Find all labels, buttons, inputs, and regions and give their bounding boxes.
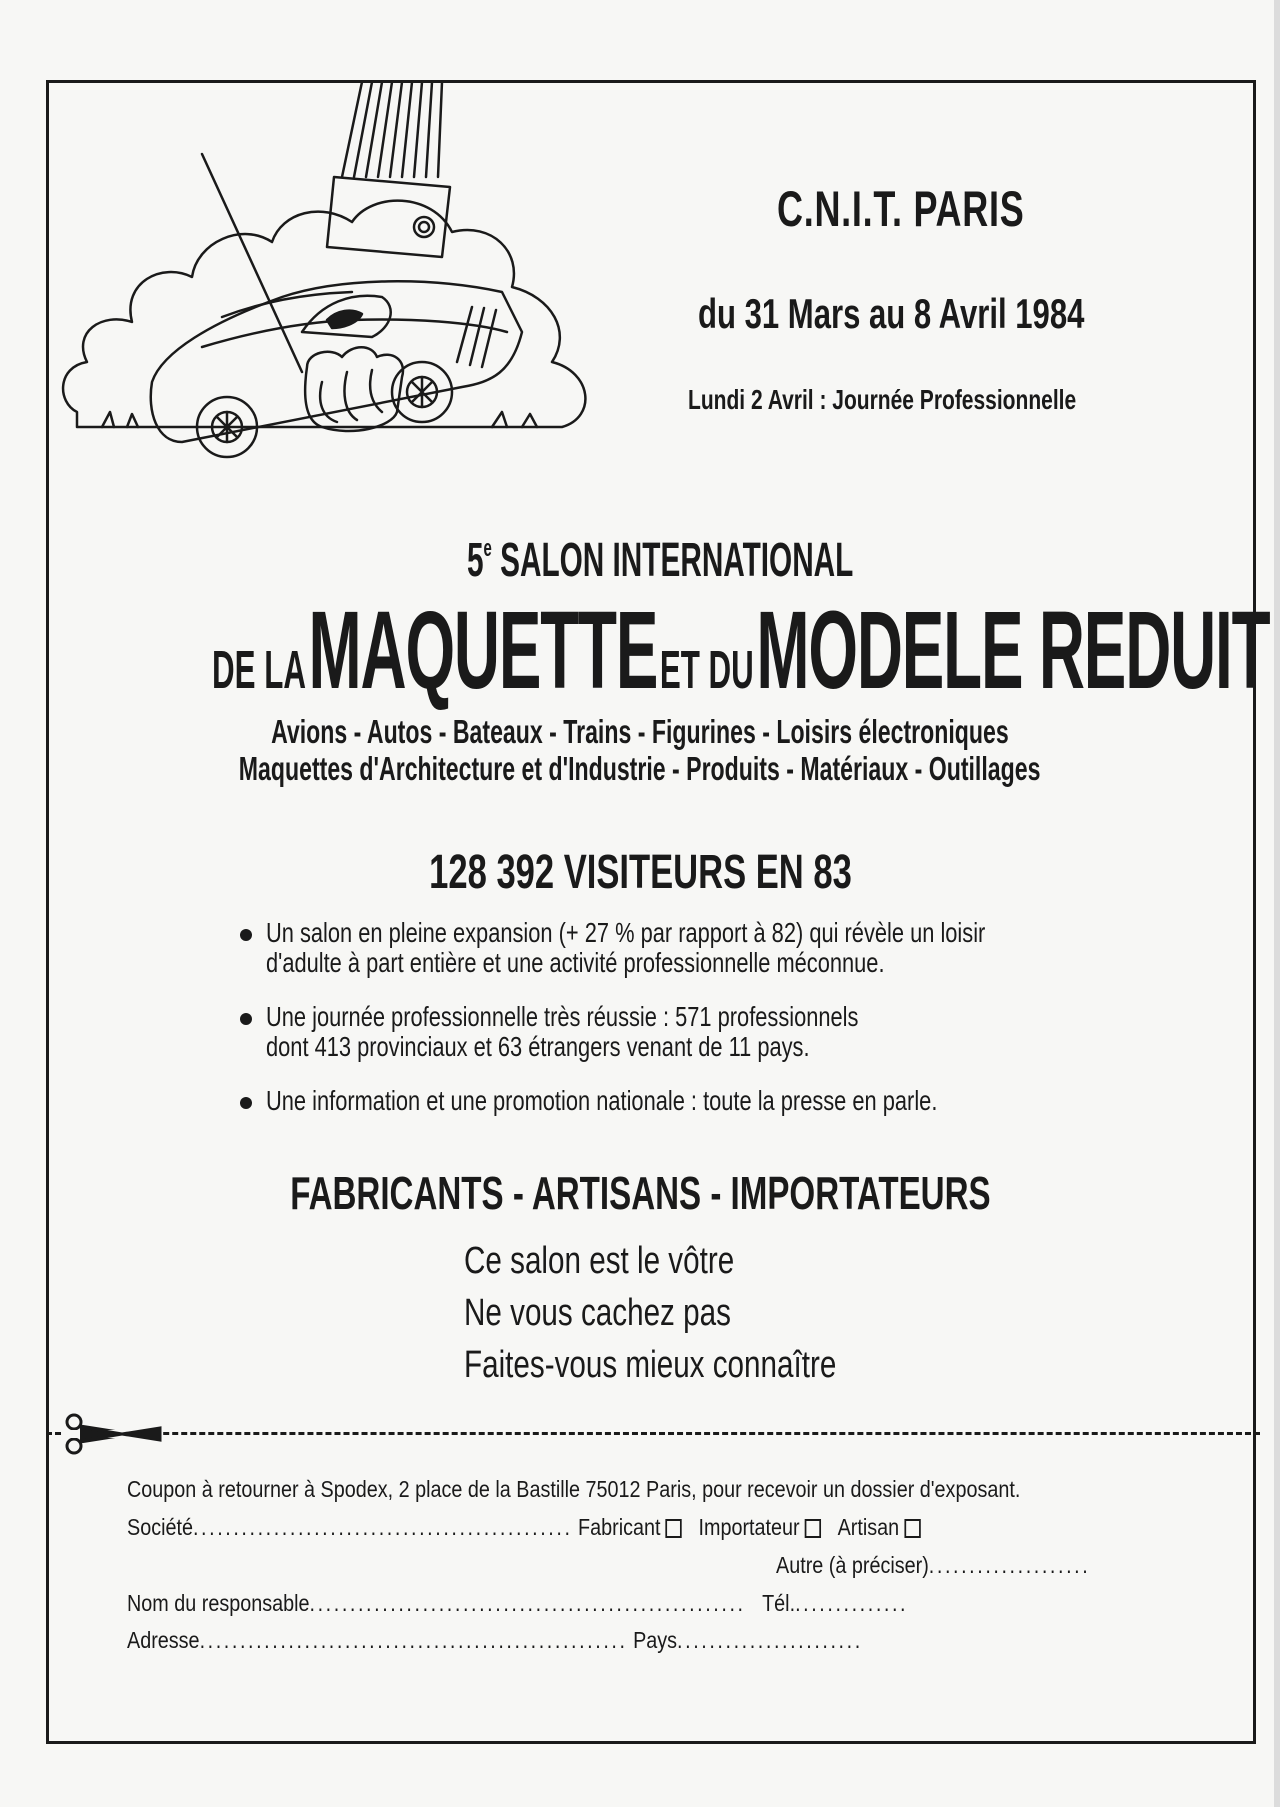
categories-line-2 bbox=[0, 750, 1280, 788]
professional-day: Lundi 2 Avril : Journée Professionnelle bbox=[688, 384, 1077, 415]
list-item bbox=[236, 1002, 1136, 1062]
list-item bbox=[236, 1086, 1136, 1116]
phone-dotted-line[interactable]: .............. bbox=[795, 1590, 909, 1616]
address-label: Adresse bbox=[127, 1627, 200, 1653]
visitors-text: 128 392 VISITEURS EN 83 bbox=[428, 846, 852, 899]
heading-modele-reduit: MODELE REDUIT bbox=[756, 589, 1270, 712]
edition-suffix: e bbox=[483, 535, 492, 562]
company-field-row[interactable] bbox=[127, 1514, 921, 1541]
bullet-text: Une journée professionnelle très réussie : 571 professionnels dont 413 provinciaux et 63 étrangers venant de 11 pays. bbox=[266, 1001, 859, 1062]
address-dotted-line[interactable]: ..................................................... bbox=[199, 1627, 628, 1653]
other-field-row[interactable] bbox=[776, 1552, 1090, 1579]
other-dotted-line[interactable]: .................... bbox=[928, 1552, 1091, 1578]
heading-maquette: MAQUETTE bbox=[308, 589, 658, 712]
scissors-icon bbox=[62, 1412, 162, 1456]
venue-title: C.N.I.T. PARIS bbox=[777, 181, 1025, 237]
checkbox-icon[interactable] bbox=[805, 1519, 821, 1538]
event-dates: du 31 Mars au 8 Avril 1984 bbox=[698, 290, 1085, 337]
heading-de-la: DE LA bbox=[212, 640, 306, 700]
tagline-2: Ne vous cachez pas bbox=[464, 1292, 731, 1334]
categories-text-2: Maquettes d'Architecture et d'Industrie - Produits - Matériaux - Outillages bbox=[239, 750, 1041, 787]
highlights-list bbox=[236, 918, 1136, 1140]
rc-car-illustration bbox=[52, 82, 632, 482]
other-label: Autre (à préciser) bbox=[776, 1552, 929, 1578]
address-field-row[interactable] bbox=[127, 1627, 863, 1654]
country-dotted-line[interactable]: ....................... bbox=[677, 1627, 863, 1653]
audience-text: FABRICANTS - ARTISANS - IMPORTATEURS bbox=[289, 1167, 991, 1219]
coupon-intro: Coupon à retourner à Spodex, 2 place de la Bastille 75012 Paris, pour recevoir un dossier d'exposant. bbox=[127, 1476, 1021, 1502]
manufacturer-label: Fabricant bbox=[578, 1514, 661, 1540]
artisan-label: Artisan bbox=[837, 1514, 900, 1540]
phone-label: Tél. bbox=[762, 1590, 796, 1616]
page-edge-shadow bbox=[1274, 0, 1280, 1807]
categories-line-1 bbox=[0, 713, 1280, 751]
manager-field-row[interactable] bbox=[127, 1590, 908, 1617]
bullet-icon bbox=[240, 1013, 252, 1025]
bullet-text: Un salon en pleine expansion (+ 27 % par rapport à 82) qui révèle un loisir d'adulte à part entière et une activité professionnelle méconnue. bbox=[266, 917, 986, 978]
tagline-3: Faites-vous mieux connaître bbox=[464, 1344, 837, 1386]
categories-text-1: Avions - Autos - Bateaux - Trains - Figurines - Loisirs électroniques bbox=[271, 713, 1009, 750]
manager-label: Nom du responsable bbox=[127, 1590, 310, 1616]
checkbox-icon[interactable] bbox=[666, 1519, 682, 1538]
importer-label: Importateur bbox=[698, 1514, 800, 1540]
list-item bbox=[236, 918, 1136, 978]
edition-number: 5 bbox=[467, 534, 484, 587]
bullet-icon bbox=[240, 1097, 252, 1109]
bullet-icon bbox=[240, 929, 252, 941]
cut-line bbox=[46, 1432, 1260, 1435]
tagline-1: Ce salon est le vôtre bbox=[464, 1240, 735, 1282]
audience-heading bbox=[0, 1166, 1280, 1220]
company-label: Société bbox=[127, 1514, 193, 1540]
checkbox-icon[interactable] bbox=[904, 1519, 920, 1538]
salon-label: SALON INTERNATIONAL bbox=[500, 534, 854, 587]
country-label: Pays bbox=[633, 1627, 678, 1653]
manager-dotted-line[interactable]: ...................................................... bbox=[309, 1590, 746, 1616]
visitors-count bbox=[0, 845, 1280, 900]
salon-edition-heading bbox=[467, 533, 853, 588]
main-heading bbox=[212, 589, 1270, 712]
company-dotted-line[interactable]: ............................................... bbox=[192, 1514, 573, 1540]
heading-et-du: ET DU bbox=[659, 640, 754, 700]
bullet-text: Une information et une promotion nationale : toute la presse en parle. bbox=[266, 1085, 938, 1116]
